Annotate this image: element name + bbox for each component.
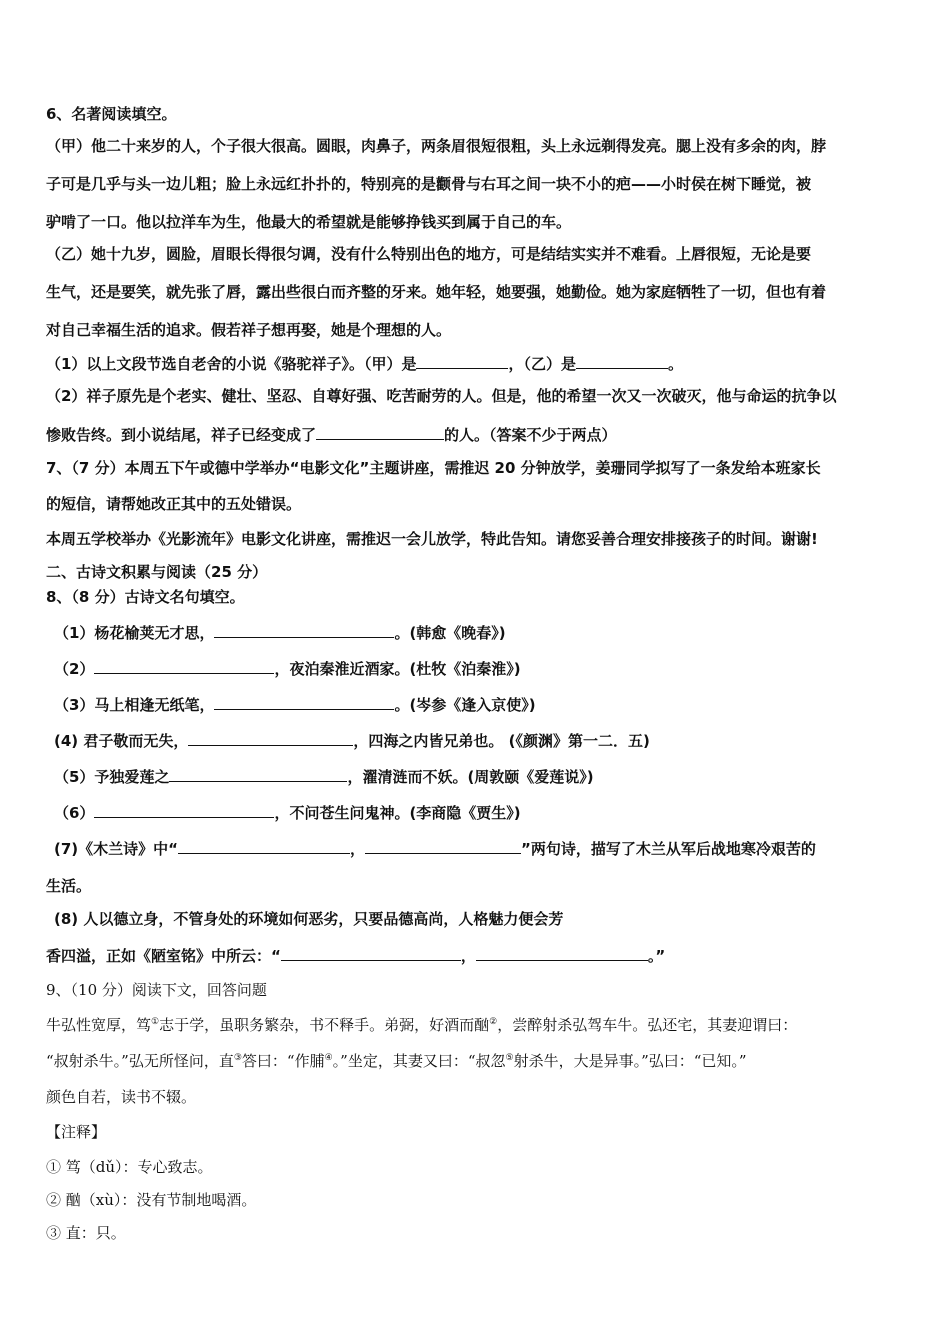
answer-blank[interactable] (316, 424, 444, 440)
answer-blank[interactable] (94, 802, 274, 818)
q7-sms-text: 本周五学校举办《光影流年》电影文化讲座，需推迟一会儿放学，特此告知。请您妥善合理安排接孩子的时间。谢谢! (46, 530, 818, 548)
q9-passage-line-1: 牛弘性宽厚，笃①志于学，虽职务繁杂，书不释手。弟弼，好酒而酗②，尝醉射杀弘驾车牛。弘还宅，其妻迎谓曰： (46, 1016, 798, 1034)
q9-passage-line-2: “叔射杀牛。”弘无所怪问，直③答曰：“作脯④。”坐定，其妻又曰：“叔忽⑤射杀牛，大是异事。”弘曰：“已知。” (46, 1052, 747, 1070)
footnote-marker: ① (151, 1017, 160, 1027)
q8-item-2: （2） ，夜泊秦淮近酒家。(杜牧《泊秦淮》) (54, 660, 521, 678)
section-2-heading: 二、古诗文积累与阅读（25 分） (46, 563, 268, 581)
q8-item-1: （1）杨花榆荚无才思， 。(韩愈《晚春》) (54, 624, 506, 642)
q6-part-2-line-1: （2）祥子原先是个老实、健壮、坚忍、自尊好强、吃苦耐劳的人。但是，他的希望一次又一次破灭，他与命运的抗争以 (46, 387, 837, 405)
footnote-marker: ④ (324, 1053, 333, 1063)
q8-item-6: （6） ，不问苍生问鬼神。(李商隐《贾生》) (54, 804, 521, 822)
answer-blank[interactable] (576, 353, 668, 369)
q6-part-2-line-2: 惨败告终。到小说结尾，祥子已经变成了 的人。（答案不少于两点） (46, 426, 617, 444)
footnote-marker: ⑤ (505, 1053, 514, 1063)
note-2: ② 酗（xù）：没有节制地喝酒。 (46, 1191, 257, 1209)
answer-blank[interactable] (281, 945, 461, 961)
q6-passage-yi-line-2: 生气，还是要笑，就先张了唇，露出些很白而齐整的牙来。她年轻，她要强，她勤俭。她为家庭牺牲了一切，但也有着 (46, 283, 827, 301)
note-1: ① 笃（dǔ）：专心致志。 (46, 1158, 213, 1176)
note-3: ③ 直：只。 (46, 1224, 126, 1242)
answer-blank[interactable] (94, 658, 274, 674)
q8-item-8-line-1: (8) 人以德立身，不管身处的环境如何恶劣，只要品德高尚，人格魅力便会芳 (54, 910, 564, 928)
q8-item-7: (7)《木兰诗》中“ ， ”两句诗，描写了木兰从军后战地寒冷艰苦的 (54, 840, 816, 858)
answer-blank[interactable] (365, 838, 521, 854)
answer-blank[interactable] (178, 838, 350, 854)
q9-title: 9、（10 分）阅读下文，回答问题 (46, 981, 267, 999)
answer-blank[interactable] (214, 694, 394, 710)
q8-title: 8、（8 分）古诗文名句填空。 (46, 588, 245, 606)
q6-title: 6、名著阅读填空。 (46, 105, 177, 123)
q7-line-1: 7、（7 分）本周五下午或德中学举办“电影文化”主题讲座，需推迟 20 分钟放学，姜珊同学拟写了一条发给本班家长 (46, 459, 821, 477)
q6-passage-yi-line-3: 对自己幸福生活的追求。假若祥子想再娶，她是个理想的人。 (46, 321, 452, 339)
answer-blank[interactable] (188, 730, 353, 746)
q7-line-2: 的短信，请帮她改正其中的五处错误。 (46, 495, 302, 513)
footnote-marker: ② (489, 1017, 498, 1027)
answer-blank[interactable] (214, 622, 394, 638)
q8-item-3: （3）马上相逢无纸笔， 。(岑参《逢入京使》) (54, 696, 536, 714)
q9-passage-line-3: 颜色自若，读书不辍。 (46, 1088, 197, 1106)
q6-passage-jia-line-2: 子可是几乎与头一边儿粗；脸上永远红扑扑的，特别亮的是颧骨与右耳之间一块不小的疤——小时侯在树下睡觉，被 (46, 175, 812, 193)
q6-passage-jia-line-3: 驴啃了一口。他以拉洋车为生，他最大的希望就是能够挣钱买到属于自己的车。 (46, 213, 572, 231)
answer-blank[interactable] (476, 945, 648, 961)
q6-part-1: （1）以上文段节选自老舍的小说《骆驼祥子》。（甲）是 ，（乙）是 。 (46, 355, 683, 373)
q6-passage-jia-line-1: （甲）他二十来岁的人，个子很大很高。圆眼，肉鼻子，两条眉很短很粗，头上永远剃得发亮。腮上没有多余的肉，脖 (46, 137, 827, 155)
q8-item-7-continued: 生活。 (46, 877, 92, 895)
answer-blank[interactable] (169, 766, 347, 782)
q6-passage-yi-line-1: （乙）她十九岁，圆脸，眉眼长得很匀调，没有什么特别出色的地方，可是结结实实并不难看。上唇很短，无论是要 (46, 245, 812, 263)
q8-item-4: (4) 君子敬而无失， ，四海之内皆兄弟也。 (《颜渊》第一二．五) (54, 732, 650, 750)
footnote-marker: ③ (233, 1053, 242, 1063)
answer-blank[interactable] (416, 353, 508, 369)
notes-title: 【注释】 (46, 1123, 107, 1141)
q8-item-5: （5）予独爱莲之 ，濯清涟而不妖。(周敦颐《爱莲说》) (54, 768, 594, 786)
q8-item-8-line-2: 香四溢，正如《陋室铭》中所云：“ ， 。” (46, 947, 666, 965)
